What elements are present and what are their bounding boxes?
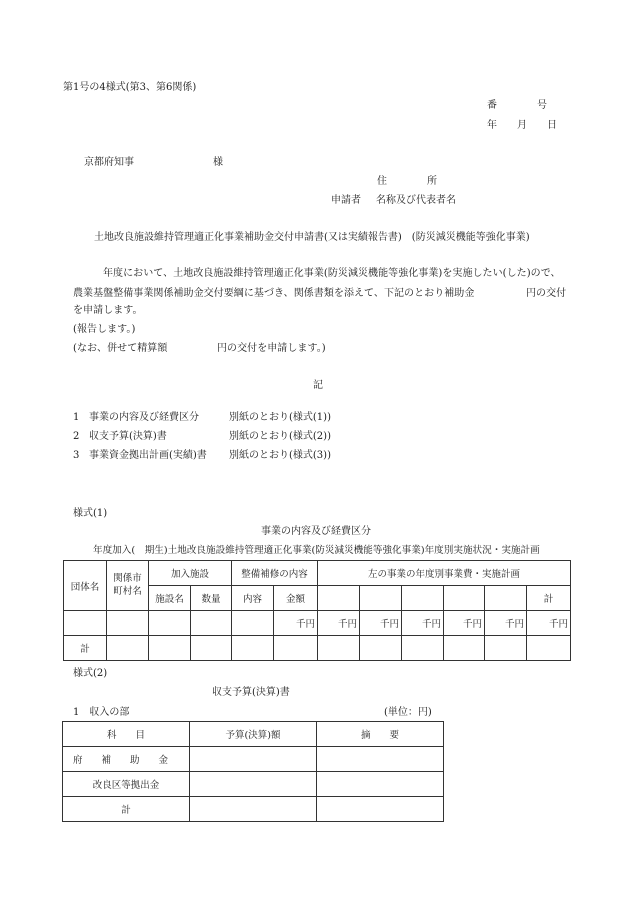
item-number: 3 [73,450,80,461]
body-line-5a: (なお、併せて精算額 [73,343,168,354]
header-org: 団体名 [64,561,107,611]
applicant-address-label: 住 所 [377,176,437,187]
unit-cell: 千円 [274,611,318,636]
form2-table [62,721,444,822]
date-label: 年 月 日 [487,120,557,131]
header-year-cell [485,586,527,611]
body-line-2b: 円の交付 [526,288,567,299]
cell[interactable] [232,611,274,636]
body-line-3: を申請します。 [73,305,143,316]
header-year-cell [402,586,444,611]
form1-label: 様式(1) [73,508,108,519]
header-content: 内容 [232,586,274,611]
row-total: 計 [63,797,190,822]
header-municipality [107,561,149,611]
document-title: 土地改良施設維持管理適正化事業補助金交付申請書(又は実績報告書) (防災減災機能等強化事業) [94,232,530,243]
body-line-4: (報告します。) [73,324,136,335]
addressee-governor: 京都府知事 [84,157,134,168]
form2-section: 1 収入の部 [73,707,130,718]
cell[interactable] [190,747,317,772]
item-label: 事業資金拠出計画(実績)書 [89,450,207,461]
cell[interactable] [107,636,149,661]
cell[interactable] [149,611,191,636]
unit-cell: 千円 [318,611,360,636]
unit-cell: 千円 [402,611,444,636]
header-quantity: 数量 [191,586,232,611]
cell[interactable] [317,797,444,822]
form1-title: 事業の内容及び経費区分 [261,526,371,537]
row-contribution: 改良区等拠出金 [63,772,190,797]
body-line-1: 年度において、土地改良施設維持管理適正化事業(防災減災機能等強化事業)を実施したい(した)ので、 [103,268,561,279]
cell[interactable] [232,636,274,661]
header-year-cell [360,586,402,611]
addressee-honorific: 様 [213,157,223,168]
form1-subtitle: 年度加入( 期生)土地改良施設維持管理適正化事業(防災減災機能等強化事業)年度別実施状況・実施計画 [93,545,540,556]
item-number: 2 [73,431,80,442]
form-number: 第1号の4様式(第3、第6関係) [63,82,197,93]
row-prefectural-subsidy: 府 補 助 金 [63,747,190,772]
cell[interactable] [191,611,232,636]
header-municipality-line1: 関係市 [113,572,142,584]
cell[interactable] [191,636,232,661]
cell[interactable] [274,636,318,661]
item-label: 収支予算(決算)書 [89,431,167,442]
cell[interactable] [107,611,149,636]
cell[interactable] [402,636,444,661]
header-maintenance-content: 整備補修の内容 [232,561,318,586]
cell[interactable] [149,636,191,661]
header-facility-name: 施設名 [149,586,191,611]
form2-unit-note: (単位：円) [384,707,432,718]
cell[interactable] [317,747,444,772]
form2-label: 様式(2) [73,668,108,679]
header-year-cell [444,586,485,611]
cell[interactable] [190,772,317,797]
body-line-2a: 農業基盤整備事業関係補助金交付要綱に基づき、関係書類を添えて、下記のとおり補助金 [73,288,475,299]
applicant-name-label: 名称及び代表者名 [376,195,456,206]
header-amount: 金額 [274,586,318,611]
unit-cell: 千円 [485,611,527,636]
cell[interactable] [444,636,485,661]
header-item: 科 目 [63,722,190,747]
header-budget: 予算(決算)額 [190,722,317,747]
header-remarks: 摘 要 [317,722,444,747]
cell[interactable] [64,611,107,636]
total-row-label: 計 [64,636,107,661]
item-reference: 別紙のとおり(様式(2)) [229,431,331,442]
applicant-label: 申請者 [331,195,361,206]
form1-table [63,560,571,661]
item-reference: 別紙のとおり(様式(3)) [229,450,331,461]
ki-heading: 記 [313,380,323,391]
cell[interactable] [485,636,527,661]
unit-cell: 千円 [527,611,571,636]
item-number: 1 [73,412,80,423]
header-municipality-line2: 町村名 [113,585,142,597]
header-year-cell [318,586,360,611]
item-reference: 別紙のとおり(様式(1)) [229,412,331,423]
cell[interactable] [318,636,360,661]
cell[interactable] [527,636,571,661]
unit-cell: 千円 [444,611,485,636]
form2-title: 収支予算(決算)書 [212,687,290,698]
header-total: 計 [527,586,571,611]
header-yearly-plan: 左の事業の年度別事業費・実施計画 [318,561,571,586]
cell[interactable] [360,636,402,661]
cell[interactable] [317,772,444,797]
unit-cell: 千円 [360,611,402,636]
item-label: 事業の内容及び経費区分 [89,412,199,423]
document-number-label: 番 号 [487,100,547,111]
body-line-5b: 円の交付を申請します。) [217,343,326,354]
header-joined-facility: 加入施設 [149,561,232,586]
cell[interactable] [190,797,317,822]
